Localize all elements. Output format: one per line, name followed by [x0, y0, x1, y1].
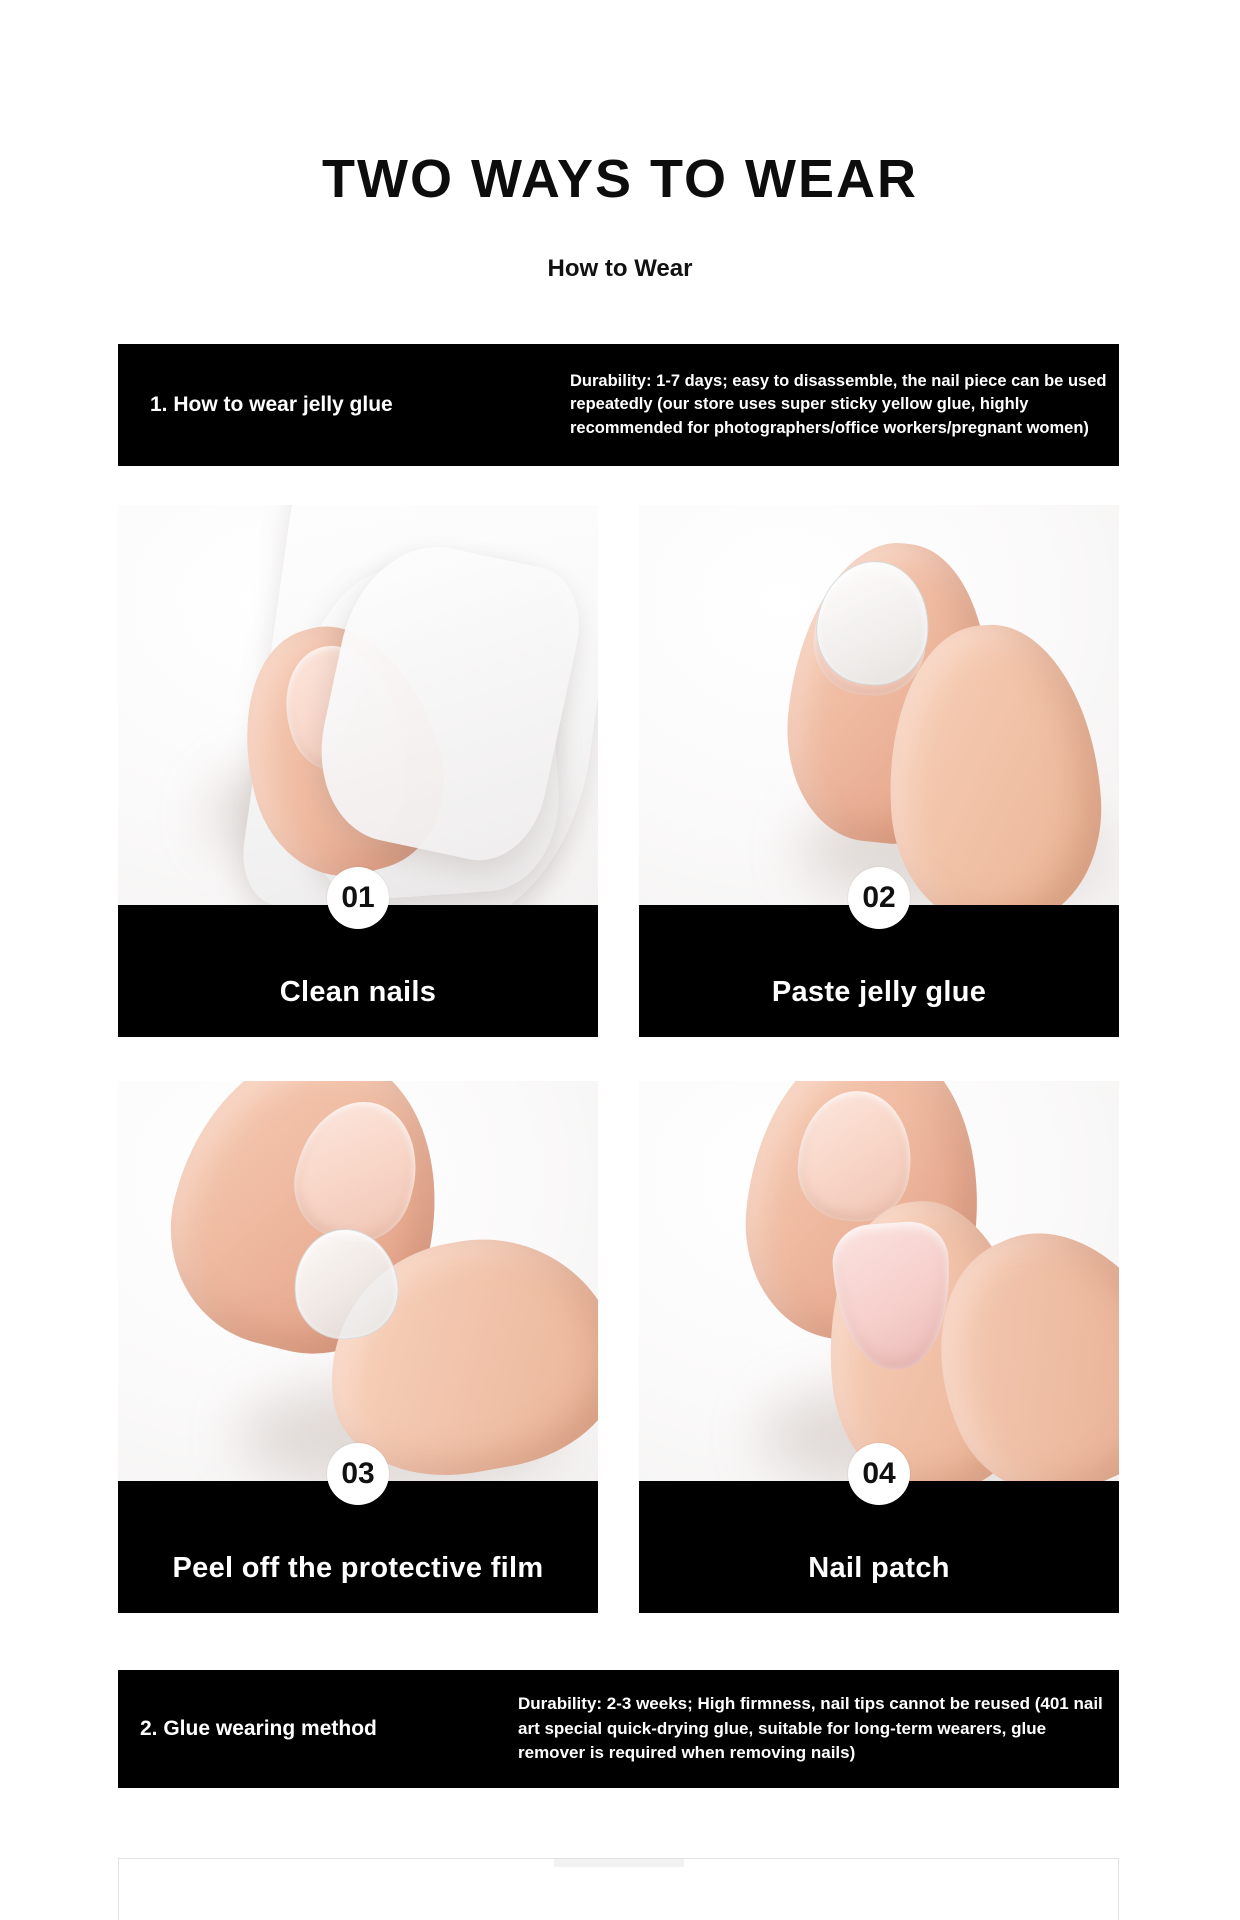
- step-card-01: [118, 505, 598, 1037]
- method-one-description: Durability: 1-7 days; easy to disassemble, the nail piece can be used repeatedly (our store uses super sticky yellow glue, highly recommended for photographers/office workers/pregnant women): [570, 371, 1107, 437]
- step-card-04: [639, 1081, 1119, 1613]
- step-card-03: [118, 1081, 598, 1613]
- method-two-label: 2. Glue wearing method: [140, 1717, 377, 1740]
- method-one-banner: [118, 344, 1119, 466]
- footer-tab: [554, 1859, 684, 1867]
- step-number-01: 01: [327, 867, 389, 929]
- page-title: TWO WAYS TO WEAR: [321, 149, 919, 209]
- step-caption-03: Peel off the protective film: [172, 1552, 544, 1584]
- method-one-label: 1. How to wear jelly glue: [150, 393, 393, 416]
- step-caption-01: Clean nails: [279, 976, 437, 1008]
- step-caption-02: Paste jelly glue: [771, 976, 987, 1008]
- step-number-02: 02: [848, 867, 910, 929]
- step-number-03: 03: [327, 1443, 389, 1505]
- step-number-04: 04: [848, 1443, 910, 1505]
- step-card-02: [639, 505, 1119, 1037]
- method-two-description: Durability: 2-3 weeks; High firmness, nail tips cannot be reused (401 nail art special quick-drying glue, suitable for long-term wearers, glue remover is required when removing nails): [518, 1694, 1103, 1763]
- footer-strip: [118, 1858, 1119, 1920]
- step-caption-04: Nail patch: [808, 1552, 950, 1584]
- steps-grid: [118, 505, 1119, 1613]
- page-subtitle: How to Wear: [547, 255, 693, 282]
- method-two-banner: [118, 1670, 1119, 1788]
